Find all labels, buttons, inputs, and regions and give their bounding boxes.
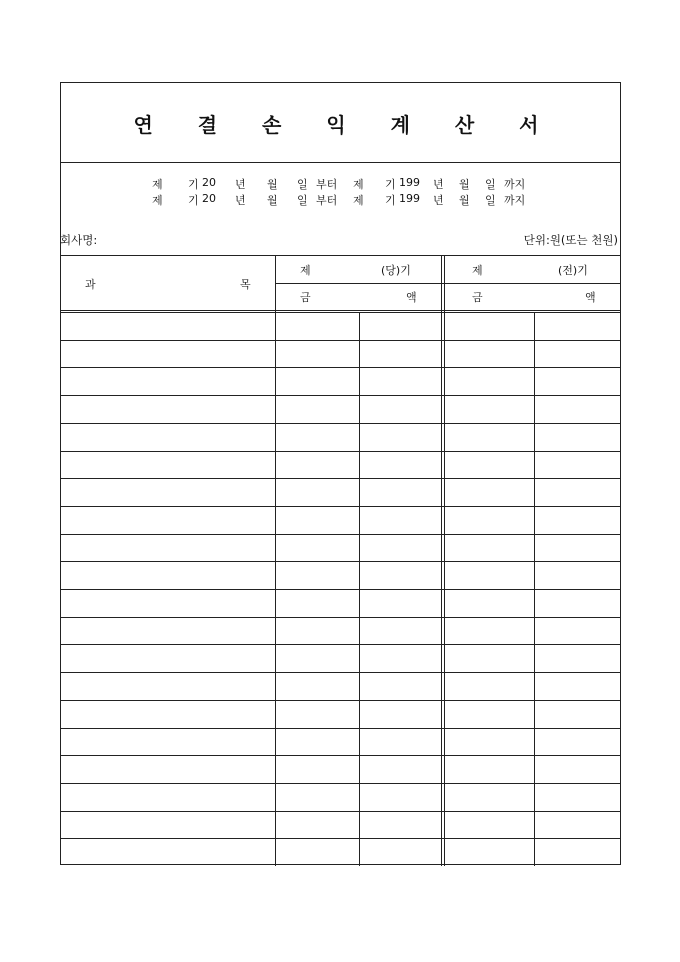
period-buteo: 부터 [316,178,338,191]
period-gi: 기 [385,178,396,191]
period-il: 일 [485,178,496,191]
period-je: 제 [353,178,364,191]
table-row-line [61,811,620,812]
period-nyeon: 년 [433,178,444,191]
period-gi: 기 [385,194,396,207]
table-row-line [61,728,620,729]
current-amount-left: 금 [300,291,311,304]
statement-frame [60,82,621,865]
table-row-line [61,617,620,618]
period-il: 일 [485,194,496,207]
period-wol: 월 [459,194,470,207]
table-top-border [61,255,620,256]
subject-header-right: 목 [240,278,251,291]
period-buteo: 부터 [316,194,338,207]
table-row-line [61,367,620,368]
table-row-line [61,534,620,535]
current-period-je: 제 [300,264,311,277]
current-period-label: (당)기 [381,264,411,277]
title-area [61,83,620,163]
page-title: 연 결 손 익 계 산 서 [133,113,558,137]
previous-amount-right: 액 [585,291,596,304]
header-bottom-border [61,310,620,311]
table-row-line [61,838,620,839]
period-kkaji: 까지 [504,194,526,207]
header-divider [275,283,620,284]
period-year: 199 [399,176,420,189]
previous-amount-left: 금 [472,291,483,304]
period-il: 일 [297,194,308,207]
previous-period-je: 제 [472,264,483,277]
period-nyeon: 년 [235,178,246,191]
period-je: 제 [152,194,163,207]
period-wol: 월 [267,178,278,191]
table-row-line [61,423,620,424]
period-je: 제 [353,194,364,207]
period-wol: 월 [459,178,470,191]
table-row-line [61,672,620,673]
period-nyeon: 년 [235,194,246,207]
period-year: 20 [202,192,216,205]
period-il: 일 [297,178,308,191]
table-row-line [61,561,620,562]
table-row-line [61,451,620,452]
period-wol: 월 [267,194,278,207]
header-double-border [61,312,620,313]
table-row-line [61,478,620,479]
table-row-line [61,589,620,590]
period-nyeon: 년 [433,194,444,207]
period-year: 20 [202,176,216,189]
table-row-line [61,395,620,396]
previous-period-label: (전)기 [558,264,588,277]
company-name-label: 회사명: [60,233,98,247]
table-row-line [61,700,620,701]
current-amount-right: 액 [406,291,417,304]
table-row-line [61,783,620,784]
period-kkaji: 까지 [504,178,526,191]
subject-header-left: 과 [85,278,96,291]
period-year: 199 [399,192,420,205]
table-row-line [61,506,620,507]
table-row-line [61,644,620,645]
table-row-line [61,755,620,756]
period-gi: 기 [188,194,199,207]
period-gi: 기 [188,178,199,191]
period-je: 제 [152,178,163,191]
unit-label: 단위:원(또는 천원) [523,233,618,247]
table-row-line [61,340,620,341]
